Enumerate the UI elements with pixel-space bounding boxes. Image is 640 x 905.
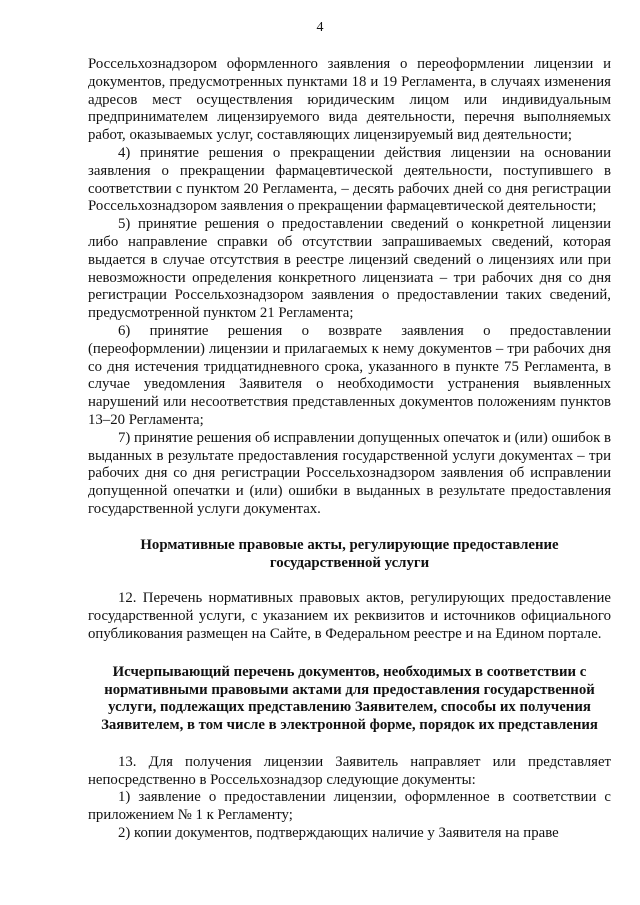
page-number: 4 [316,20,324,35]
list-item-1: 1) заявление о предоставлении лицензии, оформленное в соответствии с приложением № 1 к Регламенту; [88,789,611,824]
paragraph-13: 13. Для получения лицензии Заявитель направляет или представляет непосредственно в Россельхознадзор следующие документы: [88,753,611,788]
section-heading-documents: Исчерпывающий перечень документов, необходимых в соответствии с нормативными правовыми актами для предоставления государственной услуги, подлежащих представлению Заявителем, способы их получения Заявителем, в том числе в электронной форме, порядок их представления [101,663,598,734]
list-item-6: 6) принятие решения о возврате заявления о предоставлении (переоформлении) лицензии и прилагаемых к нему документов – три рабочих дня со дня истечения тридцатидневного срока, указанного в пункте 75 Регламента, в случае уведомления Заявителя о необходимости устранения выявленных нарушений или несоответствия представленных документов положениям пунктов 13–20 Регламента; [88,322,611,428]
list-item-2: 2) копии документов, подтверждающих наличие у Заявителя на праве [118,825,559,842]
paragraph-continuation: Россельхознадзором оформленного заявления о переоформлении лицензии и документов, предусмотренных пунктами 18 и 19 Регламента, в случаях изменения адресов мест осуществления юридическим лицом или индивидуальным предпринимателем лицензируемого вида деятельности, перечня выполняемых работ, оказываемых услуг, составляющих лицензируемый вид деятельности; [88,56,611,144]
list-item-7: 7) принятие решения об исправлении допущенных опечаток и (или) ошибок в выданных в результате предоставления государственной услуги документах – три рабочих дня со дня регистрации Россельхознадзором заявления об исправлении допущенной опечатки и (или) ошибки в выданных в результате предоставления государственной услуги документах. [88,429,611,517]
section-heading-legal-acts: Нормативные правовые акты, регулирующие предоставление государственной услуги [140,536,559,571]
list-item-4: 4) принятие решения о прекращении действия лицензии на основании заявления о прекращении фармацевтической деятельности, поступившего в соответствии с пунктом 20 Регламента, – десять рабочих дней со дня регистрации Россельхознадзором заявления о прекращении фармацевтической деятельности; [88,144,611,215]
document-body [88,56,611,843]
list-item-5: 5) принятие решения о предоставлении сведений о конкретной лицензии либо направление справки об отсутствии запрашиваемых сведений, которая выдается в случае отсутствия в реестре лицензий сведений о лицензиях или при невозможности определения конкретного лицензиата – три рабочих дня со дня регистрации Россельхознадзором заявления о предоставлении таких сведений, предусмотренной пунктом 21 Регламента; [88,216,611,322]
paragraph-12: 12. Перечень нормативных правовых актов, регулирующих предоставление государственной услуги, с указанием их реквизитов и источников официального опубликования размещен на Сайте, в Федеральном реестре и на Едином портале. [88,590,611,642]
